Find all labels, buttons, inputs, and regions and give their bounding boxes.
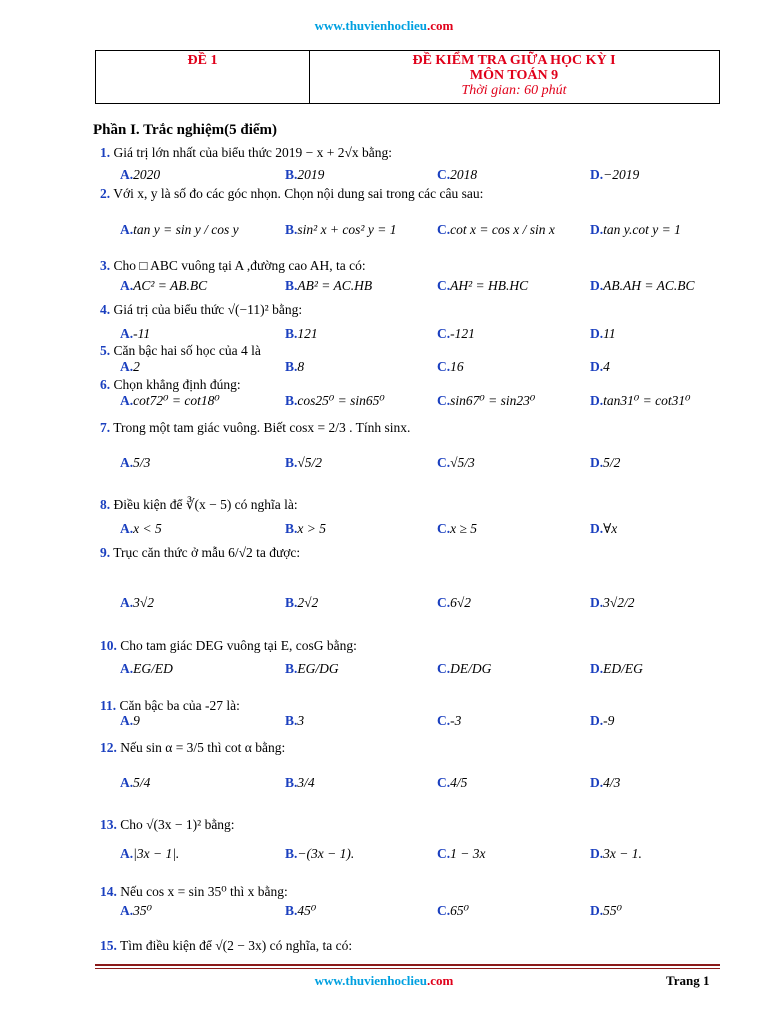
option-letter: B. <box>285 167 298 182</box>
question-text: Cho □ ABC vuông tại A ,đường cao AH, ta có: <box>113 258 366 273</box>
question-2-option-3 <box>437 222 555 238</box>
option-letter: A. <box>120 713 134 728</box>
question-7-option-4 <box>590 455 620 471</box>
option-letter: B. <box>285 846 298 861</box>
exam-time: Thời gian: 60 phút <box>461 83 567 98</box>
option-text: 121 <box>297 326 318 341</box>
option-letter: B. <box>285 521 298 536</box>
site-name: thuvienhoclieu <box>345 18 427 33</box>
question-4-option-4 <box>590 326 616 342</box>
question-number: 13. <box>100 817 117 832</box>
option-letter: A. <box>120 455 134 470</box>
option-text: 4/5 <box>450 775 468 790</box>
option-letter: A. <box>120 326 134 341</box>
question-text: Chọn khẳng định đúng: <box>113 377 241 392</box>
site-suffix: .com <box>426 18 454 33</box>
question-2-option-2 <box>285 222 396 238</box>
option-letter: B. <box>285 775 298 790</box>
option-text: ∀x <box>603 521 618 536</box>
option-text: −(3x − 1). <box>297 846 355 861</box>
option-letter: B. <box>285 393 298 408</box>
option-text: -121 <box>450 326 475 341</box>
option-text: x < 5 <box>133 521 162 536</box>
site-footer <box>0 973 768 989</box>
site-suffix: .com <box>426 973 454 988</box>
question-10-option-4 <box>590 661 643 677</box>
question-number: 15. <box>100 938 117 953</box>
question-3 <box>100 258 366 274</box>
option-text: EG/DG <box>297 661 339 676</box>
question-number: 11. <box>100 698 117 713</box>
question-text: Giá trị của biểu thức √(−11)² bằng: <box>113 302 303 317</box>
option-text: 4/3 <box>603 775 621 790</box>
question-14-option-3 <box>437 903 469 919</box>
option-letter: C. <box>437 595 451 610</box>
option-text: AC² = AB.BC <box>133 278 208 293</box>
option-letter: D. <box>590 521 604 536</box>
option-text: 5/3 <box>133 455 151 470</box>
question-12-option-1 <box>120 775 150 791</box>
option-letter: B. <box>285 713 298 728</box>
question-text: Giá trị lớn nhất của biểu thức 2019 − x + 2√x bằng: <box>113 145 393 160</box>
option-letter: A. <box>120 222 134 237</box>
option-letter: D. <box>590 278 604 293</box>
option-text: 45⁰ <box>297 903 317 918</box>
question-6-option-2 <box>285 393 385 409</box>
question-text: Nếu sin α = 3/5 thì cot α bằng: <box>120 740 286 755</box>
question-6 <box>100 377 241 393</box>
option-letter: A. <box>120 903 134 918</box>
option-text: 2020 <box>133 167 161 182</box>
option-letter: A. <box>120 167 134 182</box>
site-name: thuvienhoclieu <box>345 973 427 988</box>
question-text: Căn bậc hai số học của 4 là <box>113 343 261 358</box>
question-12-option-4 <box>590 775 620 791</box>
question-12-option-2 <box>285 775 315 791</box>
question-8 <box>100 497 298 513</box>
option-text: 3√2 <box>133 595 155 610</box>
option-letter: C. <box>437 455 451 470</box>
option-letter: A. <box>120 278 134 293</box>
option-text: sin67⁰ = sin23⁰ <box>450 393 536 408</box>
option-letter: D. <box>590 846 604 861</box>
option-text: |3x − 1|. <box>133 846 180 861</box>
question-4 <box>100 302 302 318</box>
option-text: 55⁰ <box>603 903 623 918</box>
question-5-option-2 <box>285 359 304 375</box>
option-text: 2018 <box>450 167 478 182</box>
question-10-option-2 <box>285 661 339 677</box>
question-3-option-2 <box>285 278 372 294</box>
question-text: Cho tam giác DEG vuông tại E, cosG bằng: <box>120 638 357 653</box>
question-number: 6. <box>100 377 111 392</box>
exam-title-cell <box>309 51 719 105</box>
option-letter: B. <box>285 222 298 237</box>
option-letter: A. <box>120 359 134 374</box>
question-7-option-1 <box>120 455 150 471</box>
question-8-option-2 <box>285 521 326 537</box>
question-5-option-4 <box>590 359 610 375</box>
question-number: 3. <box>100 258 111 273</box>
option-letter: D. <box>590 595 604 610</box>
option-letter: C. <box>437 278 451 293</box>
question-11-option-2 <box>285 713 304 729</box>
question-14-option-4 <box>590 903 622 919</box>
question-13-option-1 <box>120 846 179 862</box>
option-text: √5/3 <box>450 455 475 470</box>
option-letter: C. <box>437 846 451 861</box>
question-5 <box>100 343 261 359</box>
exam-code: ĐỀ 1 <box>96 51 310 103</box>
question-4-option-2 <box>285 326 318 342</box>
question-9-option-1 <box>120 595 154 611</box>
option-text: 35⁰ <box>133 903 153 918</box>
question-11-option-3 <box>437 713 461 729</box>
option-letter: D. <box>590 222 604 237</box>
question-7-option-3 <box>437 455 475 471</box>
option-letter: B. <box>285 278 298 293</box>
exam-subject: MÔN TOÁN 9 <box>469 68 559 83</box>
question-number: 8. <box>100 497 111 512</box>
question-3-option-3 <box>437 278 528 294</box>
question-11 <box>100 698 240 714</box>
question-2 <box>100 186 483 202</box>
option-text: 3 <box>297 713 305 728</box>
question-9-option-2 <box>285 595 318 611</box>
option-letter: D. <box>590 713 604 728</box>
question-7-option-2 <box>285 455 322 471</box>
question-15 <box>100 938 352 954</box>
question-12-option-3 <box>437 775 467 791</box>
question-4-option-1 <box>120 326 150 342</box>
option-text: AH² = HB.HC <box>450 278 529 293</box>
option-letter: C. <box>437 222 451 237</box>
question-number: 14. <box>100 884 117 899</box>
question-number: 2. <box>100 186 111 201</box>
option-letter: B. <box>285 903 298 918</box>
option-text: cot72⁰ = cot18⁰ <box>133 393 220 408</box>
question-9-option-3 <box>437 595 471 611</box>
question-13 <box>100 817 235 833</box>
option-text: 5/2 <box>603 455 621 470</box>
option-text: 3√2/2 <box>603 595 635 610</box>
question-6-option-4 <box>590 393 691 409</box>
part-heading: Phần I. Trắc nghiệm(5 điểm) <box>93 122 278 138</box>
question-text: Nếu cos x = sin 35⁰ thì x bằng: <box>120 884 288 899</box>
question-8-option-3 <box>437 521 477 537</box>
option-text: 16 <box>450 359 464 374</box>
question-text: Với x, y là số đo các góc nhọn. Chọn nội dung sai trong các câu sau: <box>113 186 484 201</box>
option-letter: B. <box>285 326 298 341</box>
question-5-option-3 <box>437 359 464 375</box>
option-letter: C. <box>437 326 451 341</box>
question-3-option-4 <box>590 278 694 294</box>
option-letter: C. <box>437 521 451 536</box>
footer-rule <box>95 964 720 966</box>
question-6-option-3 <box>437 393 535 409</box>
question-3-option-1 <box>120 278 207 294</box>
option-letter: A. <box>120 521 134 536</box>
option-text: 11 <box>603 326 616 341</box>
option-text: tan y.cot y = 1 <box>603 222 681 237</box>
option-letter: D. <box>590 775 604 790</box>
question-8-option-1 <box>120 521 162 537</box>
question-14-option-2 <box>285 903 316 919</box>
option-letter: C. <box>437 713 451 728</box>
option-text: ED/EG <box>603 661 643 676</box>
option-text: tan31⁰ = cot31⁰ <box>603 393 691 408</box>
exam-title: ĐỀ KIỂM TRA GIỮA HỌC KỲ I <box>412 53 616 68</box>
option-letter: D. <box>590 393 604 408</box>
option-text: 9 <box>133 713 140 728</box>
option-text: 8 <box>297 359 305 374</box>
option-text: AB² = AC.HB <box>297 278 373 293</box>
option-text: √5/2 <box>297 455 323 470</box>
question-2-option-1 <box>120 222 239 238</box>
question-6-option-1 <box>120 393 220 409</box>
exam-header-table <box>95 50 720 104</box>
question-13-option-2 <box>285 846 354 862</box>
option-letter: A. <box>120 595 134 610</box>
option-letter: C. <box>437 167 451 182</box>
question-13-option-3 <box>437 846 485 862</box>
question-7 <box>100 420 410 436</box>
option-letter: C. <box>437 775 451 790</box>
option-letter: A. <box>120 393 134 408</box>
option-letter: B. <box>285 661 298 676</box>
question-1-option-4 <box>590 167 639 183</box>
question-text: Trục căn thức ở mẫu 6/√2 ta được: <box>113 545 301 560</box>
option-letter: A. <box>120 661 134 676</box>
question-text: Trong một tam giác vuông. Biết cosx = 2/3 . Tính sinx. <box>113 420 411 435</box>
question-9 <box>100 545 300 561</box>
footer-rule-thin <box>95 968 720 969</box>
question-14-option-1 <box>120 903 152 919</box>
question-12 <box>100 740 285 756</box>
option-text: x ≥ 5 <box>450 521 478 536</box>
page-number: Trang 1 <box>666 973 710 988</box>
option-text: −2019 <box>603 167 640 182</box>
question-9-option-4 <box>590 595 635 611</box>
question-8-option-4 <box>590 521 617 537</box>
option-text: DE/DG <box>450 661 492 676</box>
option-letter: C. <box>437 359 451 374</box>
question-10-option-3 <box>437 661 491 677</box>
option-text: tan y = sin y / cos y <box>133 222 239 237</box>
option-text: x > 5 <box>297 521 326 536</box>
question-1 <box>100 145 392 161</box>
question-number: 12. <box>100 740 117 755</box>
option-letter: C. <box>437 661 451 676</box>
option-text: 1 − 3x <box>450 846 486 861</box>
option-text: -11 <box>133 326 151 341</box>
question-text: Cho √(3x − 1)² bằng: <box>120 817 235 832</box>
question-number: 1. <box>100 145 111 160</box>
option-text: 5/4 <box>133 775 151 790</box>
option-text: 6√2 <box>450 595 472 610</box>
option-letter: D. <box>590 903 604 918</box>
question-10 <box>100 638 357 654</box>
question-11-option-1 <box>120 713 140 729</box>
question-number: 5. <box>100 343 111 358</box>
question-number: 4. <box>100 302 111 317</box>
option-letter: D. <box>590 326 604 341</box>
question-text: Căn bậc ba của -27 là: <box>119 698 240 713</box>
option-letter: B. <box>285 359 298 374</box>
question-4-option-3 <box>437 326 475 342</box>
option-letter: D. <box>590 359 604 374</box>
question-text: Tìm điều kiện để √(2 − 3x) có nghĩa, ta có: <box>120 938 353 953</box>
question-13-option-4 <box>590 846 642 862</box>
option-text: cos25⁰ = sin65⁰ <box>297 393 385 408</box>
option-text: 4 <box>603 359 610 374</box>
option-text: 3x − 1. <box>603 846 642 861</box>
option-text: 65⁰ <box>450 903 470 918</box>
question-14 <box>100 884 288 900</box>
option-letter: D. <box>590 167 604 182</box>
question-text: Điều kiện để ∛(x − 5) có nghĩa là: <box>113 497 298 512</box>
question-11-option-4 <box>590 713 614 729</box>
site-prefix: www. <box>314 18 346 33</box>
question-1-option-2 <box>285 167 324 183</box>
question-2-option-4 <box>590 222 681 238</box>
option-text: 3/4 <box>297 775 315 790</box>
question-5-option-1 <box>120 359 140 375</box>
option-text: -3 <box>450 713 462 728</box>
option-letter: C. <box>437 903 451 918</box>
option-text: AB.AH = AC.BC <box>603 278 695 293</box>
question-number: 10. <box>100 638 117 653</box>
site-prefix: www. <box>314 973 346 988</box>
option-text: -9 <box>603 713 615 728</box>
option-text: cot x = cos x / sin x <box>450 222 555 237</box>
option-text: EG/ED <box>133 661 173 676</box>
option-letter: D. <box>590 455 604 470</box>
option-letter: A. <box>120 846 134 861</box>
option-text: 2 <box>133 359 140 374</box>
site-header <box>0 18 768 34</box>
option-letter: A. <box>120 775 134 790</box>
option-letter: C. <box>437 393 451 408</box>
question-1-option-1 <box>120 167 160 183</box>
question-1-option-3 <box>437 167 477 183</box>
option-text: 2√2 <box>297 595 319 610</box>
question-10-option-1 <box>120 661 173 677</box>
option-text: 2019 <box>297 167 325 182</box>
option-letter: B. <box>285 455 298 470</box>
question-number: 9. <box>100 545 111 560</box>
option-letter: D. <box>590 661 604 676</box>
question-number: 7. <box>100 420 111 435</box>
option-letter: B. <box>285 595 298 610</box>
option-text: sin² x + cos² y = 1 <box>297 222 397 237</box>
